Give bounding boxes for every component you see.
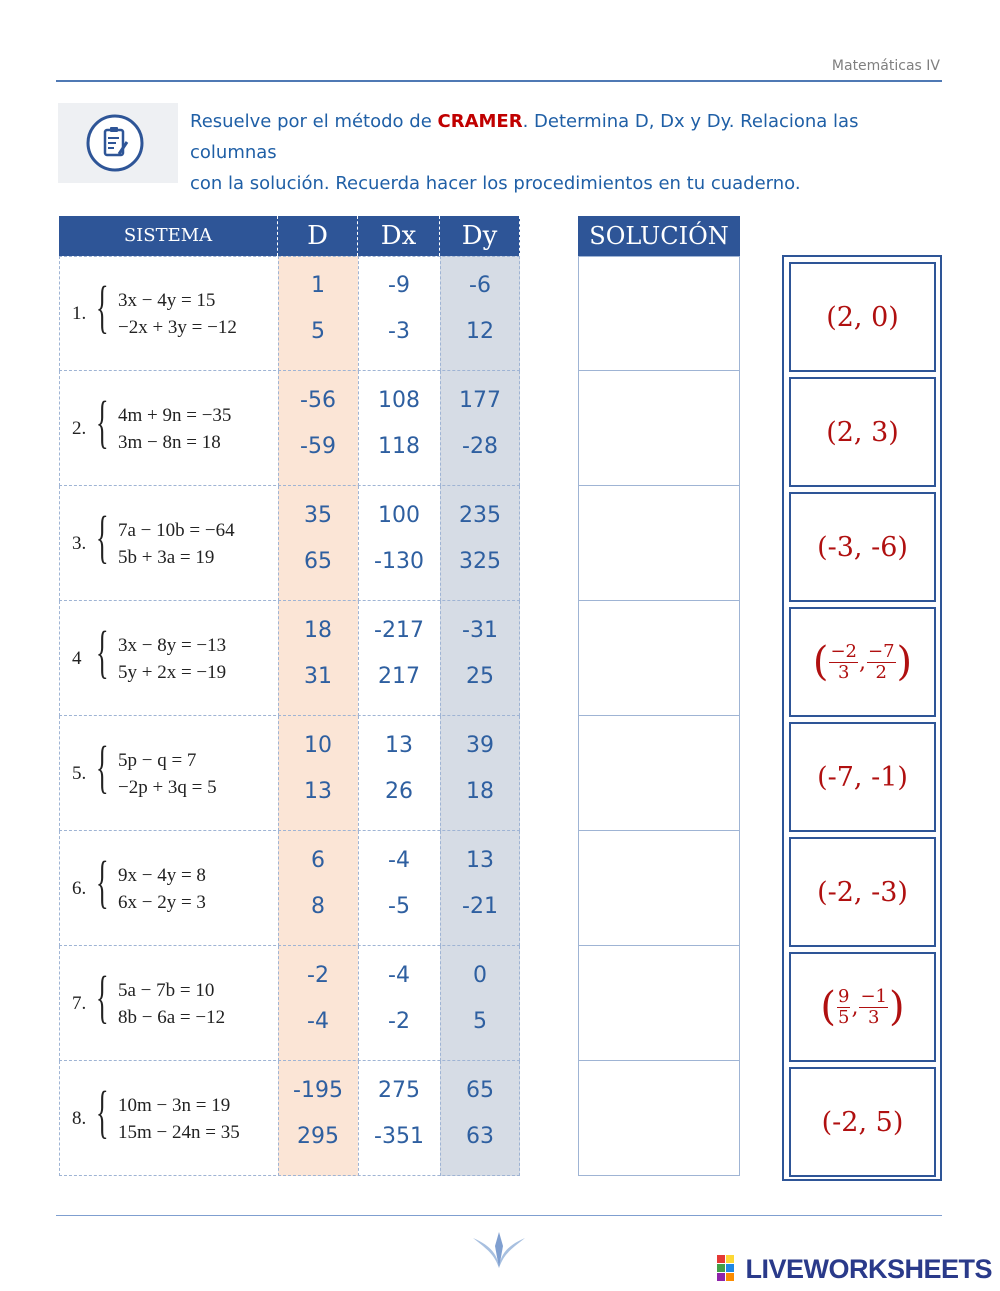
liveworksheets-logo <box>717 1254 992 1285</box>
dx-value: -3 <box>388 319 410 344</box>
system-number: 6. <box>72 878 87 899</box>
answer-text: (-7, -1) <box>817 761 908 793</box>
dx-value: 26 <box>385 779 413 804</box>
header-system: SISTEMA <box>59 216 278 256</box>
d-value: 5 <box>311 319 325 344</box>
d-value: 18 <box>304 618 332 643</box>
dy-value: 235 <box>459 503 501 528</box>
dy-value: -6 <box>469 273 491 298</box>
answer-card[interactable] <box>789 492 936 602</box>
numerator: 9 <box>838 985 850 1007</box>
equation-2: 15m − 24n = 35 <box>118 1122 240 1143</box>
d-value: 13 <box>304 779 332 804</box>
dy-value: 12 <box>466 319 494 344</box>
comma: , <box>851 994 859 1020</box>
system-number: 5. <box>72 763 87 784</box>
brand-name: LIVEWORKSHEETS <box>745 1254 992 1284</box>
answer-text: (2, 0) <box>826 301 899 333</box>
dx-value: -130 <box>374 549 424 574</box>
dy-value: 0 <box>473 963 487 988</box>
solution-drop-zone[interactable] <box>578 716 740 831</box>
equation-2: 8b − 6a = −12 <box>118 1007 226 1028</box>
close-paren: ) <box>889 984 905 1030</box>
equation-2: 5y + 2x = −19 <box>118 662 227 683</box>
answer-card[interactable] <box>789 722 936 832</box>
system-number: 3. <box>72 533 87 554</box>
d-value: -59 <box>300 434 336 459</box>
dy-value: -31 <box>462 618 498 643</box>
fraction <box>859 987 888 1028</box>
dx-value: -4 <box>388 848 410 873</box>
solution-drop-zone[interactable] <box>578 601 740 716</box>
solution-drop-zone[interactable] <box>578 831 740 946</box>
d-value: 6 <box>311 848 325 873</box>
brace-symbol: { <box>96 734 109 799</box>
answer-text: (-2, 5) <box>821 1106 904 1138</box>
dx-value: -217 <box>374 618 424 643</box>
system-number: 8. <box>72 1108 87 1129</box>
brace-symbol: { <box>96 389 109 454</box>
denominator: 2 <box>875 661 887 683</box>
equation-1: 5a − 7b = 10 <box>118 980 215 1001</box>
d-value: 1 <box>311 273 325 298</box>
equation-1: 3x − 8y = −13 <box>118 635 227 656</box>
answer-text: (-3, -6) <box>817 531 908 563</box>
open-paren: ( <box>812 639 829 685</box>
d-value: -2 <box>307 963 329 988</box>
dy-value: 13 <box>466 848 494 873</box>
d-value: -56 <box>300 388 336 413</box>
dy-value: 177 <box>459 388 501 413</box>
equation-1: 10m − 3n = 19 <box>118 1095 231 1116</box>
d-value: 295 <box>297 1124 339 1149</box>
answer-card[interactable] <box>789 952 936 1062</box>
brace-symbol: { <box>96 849 109 914</box>
fraction <box>867 642 896 683</box>
dx-value: -2 <box>388 1009 410 1034</box>
dy-value: 25 <box>466 664 494 689</box>
equation-1: 3x − 4y = 15 <box>118 290 216 311</box>
instructions <box>190 106 950 199</box>
dy-value: 63 <box>466 1124 494 1149</box>
equation-2: −2p + 3q = 5 <box>118 777 217 798</box>
solution-drop-zone[interactable] <box>578 486 740 601</box>
numerator: −7 <box>868 640 895 662</box>
system-number: 1. <box>72 303 87 324</box>
instructions-line2: con la solución. Recuerda hacer los procedimientos en tu cuaderno. <box>190 173 801 194</box>
dy-value: 18 <box>466 779 494 804</box>
ornament-icon <box>468 1228 530 1270</box>
top-divider <box>56 80 942 82</box>
answer-text: (-2, -3) <box>817 876 908 908</box>
dx-value: 275 <box>378 1078 420 1103</box>
denominator: 5 <box>838 1006 850 1028</box>
dx-value: -351 <box>374 1124 424 1149</box>
dy-value: 39 <box>466 733 494 758</box>
open-paren: ( <box>820 984 836 1030</box>
numerator: −1 <box>860 985 887 1007</box>
dy-value: 5 <box>473 1009 487 1034</box>
dy-value: -28 <box>462 434 498 459</box>
equation-1: 4m + 9n = −35 <box>118 405 232 426</box>
comma: , <box>859 649 866 675</box>
numerator: −2 <box>830 640 857 662</box>
header-solution: SOLUCIÓN <box>578 216 740 256</box>
solution-drop-zone[interactable] <box>578 371 740 486</box>
d-value: 35 <box>304 503 332 528</box>
dx-value: -5 <box>388 894 410 919</box>
equation-2: −2x + 3y = −12 <box>118 317 237 338</box>
equation-2: 3m − 8n = 18 <box>118 432 221 453</box>
answer-card[interactable] <box>789 837 936 947</box>
instructions-part2: . Determina D, Dx y Dy. Relaciona las columnas <box>190 111 859 163</box>
solution-drop-zone[interactable] <box>578 1061 740 1176</box>
dy-value: 325 <box>459 549 501 574</box>
dx-value: 217 <box>378 664 420 689</box>
dx-value: 118 <box>378 434 420 459</box>
brace-symbol: { <box>96 504 109 569</box>
equation-1: 5p − q = 7 <box>118 750 197 771</box>
dy-value: 65 <box>466 1078 494 1103</box>
equation-1: 9x − 4y = 8 <box>118 865 206 886</box>
equation-1: 7a − 10b = −64 <box>118 520 235 541</box>
dx-value: 100 <box>378 503 420 528</box>
d-value: 8 <box>311 894 325 919</box>
fraction <box>829 642 858 683</box>
answer-text: (2, 3) <box>826 416 899 448</box>
d-value: -195 <box>293 1078 343 1103</box>
denominator: 3 <box>868 1006 880 1028</box>
denominator: 3 <box>838 661 850 683</box>
brace-symbol: { <box>96 619 109 684</box>
solution-drop-zone[interactable] <box>578 256 740 371</box>
header-dy: Dy <box>440 216 520 256</box>
equation-2: 5b + 3a = 19 <box>118 547 215 568</box>
system-number: 4 <box>72 648 82 669</box>
logo-mark-icon <box>717 1255 743 1281</box>
dx-value: 108 <box>378 388 420 413</box>
dy-value: -21 <box>462 894 498 919</box>
dx-value: 13 <box>385 733 413 758</box>
clipboard-icon <box>85 113 145 173</box>
solution-drop-zone[interactable] <box>578 946 740 1061</box>
system-number: 2. <box>72 418 87 439</box>
instructions-part1: Resuelve por el método de <box>190 111 438 132</box>
d-value: 10 <box>304 733 332 758</box>
d-value: 65 <box>304 549 332 574</box>
fraction <box>837 987 850 1028</box>
close-paren: ) <box>896 639 913 685</box>
equation-2: 6x − 2y = 3 <box>118 892 206 913</box>
system-number: 7. <box>72 993 87 1014</box>
instructions-highlight: CRAMER <box>437 111 523 132</box>
header-dx: Dx <box>358 216 440 256</box>
answer-card[interactable] <box>789 262 936 372</box>
d-value: -4 <box>307 1009 329 1034</box>
brace-symbol: { <box>96 1079 109 1144</box>
answer-card[interactable] <box>789 377 936 487</box>
brace-symbol: { <box>96 274 109 339</box>
d-value: 31 <box>304 664 332 689</box>
dx-value: -9 <box>388 273 410 298</box>
answer-card[interactable] <box>789 607 936 717</box>
answer-card[interactable] <box>789 1067 936 1177</box>
subject-title: Matemáticas IV <box>831 58 940 74</box>
brace-symbol: { <box>96 964 109 1029</box>
dx-value: -4 <box>388 963 410 988</box>
bottom-divider <box>56 1215 942 1216</box>
header-d: D <box>278 216 358 256</box>
